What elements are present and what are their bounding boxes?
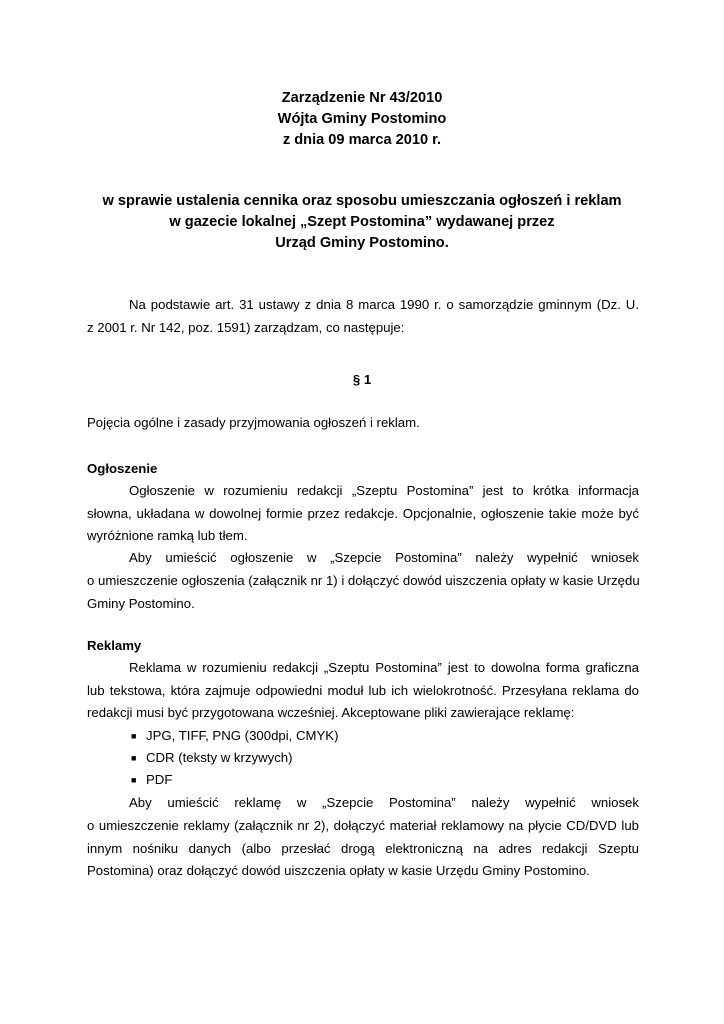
- reklamy-p1-line-1: Reklama w rozumieniu redakcji „Szeptu Postomina” jest to dowolna forma graficzna: [129, 660, 639, 675]
- ogloszenie-p1-line-1: Ogłoszenie w rozumieniu redakcji „Szeptu Postomina” jest to krótka informacja: [129, 483, 639, 498]
- ogloszenie-heading: Ogłoszenie: [87, 461, 158, 476]
- list-item-label: CDR (teksty w krzywych): [146, 750, 293, 765]
- section-1-intro: Pojęcia ogólne i zasady przyjmowania ogłoszeń i reklam.: [87, 415, 420, 430]
- bullet-square-icon: ■: [131, 731, 137, 741]
- reklamy-p2-line-1: Aby umieścić reklamę w „Szepcie Postomina” należy wypełnić wniosek: [129, 795, 639, 810]
- ogloszenie-p1-line-2: słowna, układana w dowolnej formie przez redakcje. Opcjonalnie, ogłoszenie takie może być: [87, 506, 639, 521]
- bullet-square-icon: ■: [131, 775, 137, 785]
- reklamy-p1-line-2: lub tekstowa, która zajmuje odpowiedni moduł lub ich wielokrotność. Przesyłana reklama do: [87, 683, 639, 698]
- preamble-line-1: Na podstawie art. 31 ustawy z dnia 8 marca 1990 r. o samorządzie gminnym (Dz. U.: [129, 297, 639, 312]
- reklamy-p1-line-3: redakcji musi być przygotowana wcześniej. Akceptowane pliki zawierające reklamę:: [87, 705, 575, 720]
- preamble-line-2: z 2001 r. Nr 142, poz. 1591) zarządzam, co następuje:: [87, 320, 405, 335]
- subject-line-2: w gazecie lokalnej „Szept Postomina” wydawanej przez: [169, 214, 555, 230]
- ogloszenie-p2-line-3: Gminy Postomino.: [87, 596, 195, 611]
- list-item: [131, 771, 173, 789]
- ogloszenie-p1-line-3: wyróżnione ramką lub tłem.: [87, 528, 248, 543]
- list-item: [131, 727, 339, 745]
- title-line-1: Zarządzenie Nr 43/2010: [281, 90, 443, 106]
- subject-line-1: w sprawie ustalenia cennika oraz sposobu umieszczania ogłoszeń i reklam: [102, 193, 622, 209]
- reklamy-p2-line-4: Postomina) oraz dołączyć dowód uiszczenia opłaty w kasie Urzędu Gminy Postomino.: [87, 863, 590, 878]
- title-line-3: z dnia 09 marca 2010 r.: [282, 132, 442, 148]
- ogloszenie-p2-line-2: o umieszczenie ogłoszenia (załącznik nr 1) i dołączyć dowód uiszczenia opłaty w kasie Urzędu: [87, 573, 640, 588]
- reklamy-p2-line-3: innym nośniku danych (albo przesłać drogą elektroniczną na adres redakcji Szeptu: [87, 841, 639, 856]
- list-item: [131, 749, 293, 767]
- reklamy-p2-line-2: o umieszczenie reklamy (załącznik nr 2), dołączyć materiał reklamowy na płycie CD/DVD lub: [87, 818, 639, 833]
- title-line-2: Wójta Gminy Postomino: [277, 111, 447, 127]
- ogloszenie-p2-line-1: Aby umieścić ogłoszenie w „Szepcie Postomina” należy wypełnić wniosek: [129, 550, 639, 565]
- reklamy-heading: Reklamy: [87, 638, 142, 653]
- list-item-label: PDF: [146, 772, 173, 787]
- section-1-heading: § 1: [352, 372, 372, 387]
- list-item-label: JPG, TIFF, PNG (300dpi, CMYK): [146, 728, 339, 743]
- subject-line-3: Urząd Gminy Postomino.: [275, 235, 449, 251]
- bullet-square-icon: ■: [131, 753, 137, 763]
